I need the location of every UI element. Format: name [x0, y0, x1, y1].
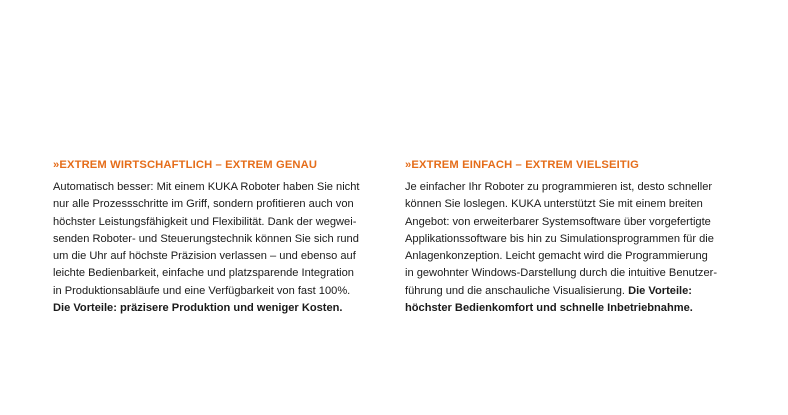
body-line-text: führung und die anschauliche Visualisierung. [405, 284, 629, 297]
body-line: nur alle Prozessschritte im Griff, sondern profitieren auch von [53, 198, 354, 211]
section-heading: »EXTREM EINFACH – EXTREM VIELSEITIG [405, 159, 640, 171]
body-line: Je einfacher Ihr Roboter zu programmieren ist, desto schneller [405, 181, 713, 193]
body-line: Angebot: von erweiterbarer Systemsoftware über vorgefertigte [405, 215, 711, 228]
body-line: in gewohnter Windows-Darstellung durch die intuitive Benutzer- [405, 267, 718, 280]
section-economical-precise [53, 157, 388, 317]
body-line-mixed [405, 283, 745, 300]
body-line: Anlagenkonzeption. Leicht gemacht wird die Programmierung [405, 250, 708, 263]
benefits-statement: höchster Bedienkomfort und schnelle Inbetriebnahme. [405, 302, 693, 315]
body-line: Applikationssoftware bis hin zu Simulationsprogrammen für die [405, 232, 714, 245]
section-body [53, 179, 388, 317]
section-heading: »EXTREM WIRTSCHAFTLICH – EXTREM GENAU [53, 159, 318, 171]
section-body [405, 179, 745, 317]
section-simple-versatile [405, 157, 745, 317]
body-line: Automatisch besser: Mit einem KUKA Roboter haben Sie nicht [53, 181, 360, 193]
body-line: können Sie loslegen. KUKA unterstützt Sie mit einem breiten [405, 198, 703, 211]
body-line: leichte Bedienbarkeit, einfache und platzsparende Integration [53, 267, 354, 280]
body-line: in Produktionsabläufe und eine Verfügbarkeit von fast 100%. [53, 284, 351, 297]
benefits-statement: Die Vorteile: präzisere Produktion und weniger Kosten. [53, 302, 343, 315]
body-line: um die Uhr auf höchste Präzision verlassen – und ebenso auf [53, 250, 356, 263]
benefits-label: Die Vorteile: [628, 284, 692, 297]
body-line: höchster Leistungsfähigkeit und Flexibilität. Dank der wegwei- [53, 215, 357, 228]
body-line: senden Roboter- und Steuerungstechnik können Sie sich rund [53, 232, 359, 245]
